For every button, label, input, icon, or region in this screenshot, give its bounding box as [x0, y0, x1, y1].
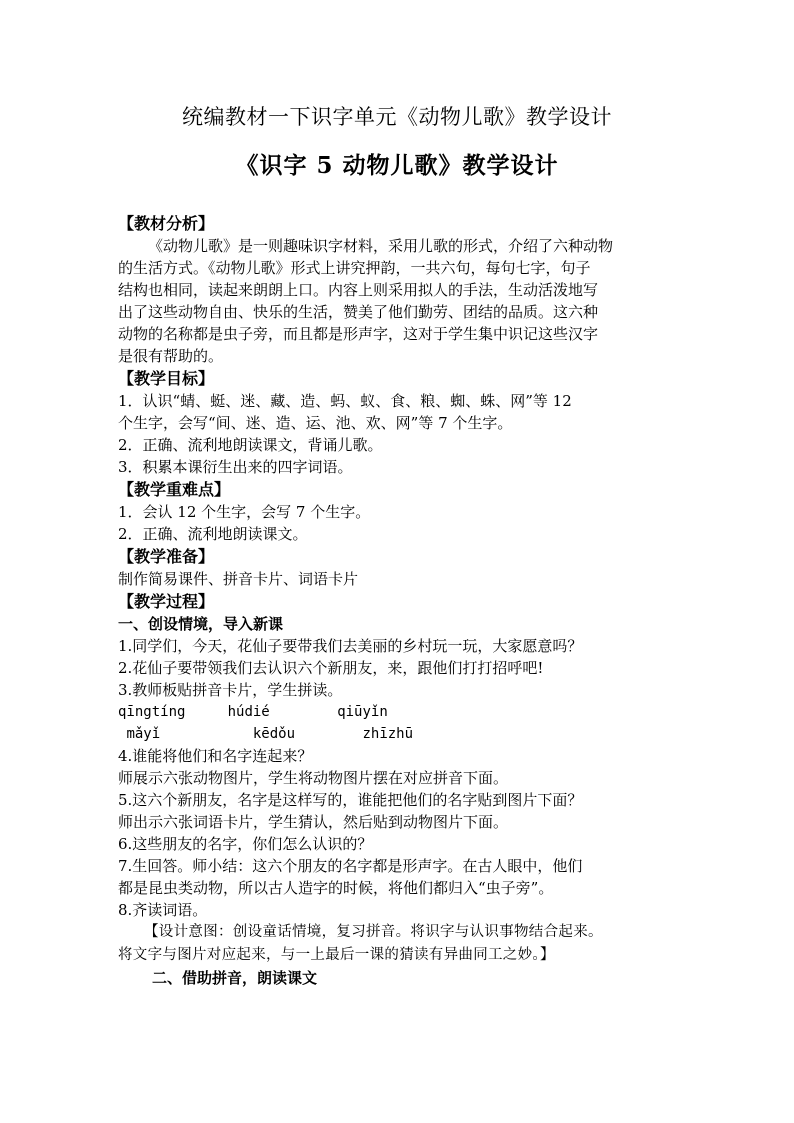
step-6: 6.这些朋友的名字，你们怎么认识的？ [118, 835, 373, 853]
pinyin-word: qiūyǐn [337, 704, 388, 720]
analysis-line: 是很有帮助的。 [118, 347, 224, 365]
key-point-2: 2．正确、流利地朗读课文。 [118, 525, 308, 543]
pinyin-word: húdié [227, 704, 270, 720]
step-8: 8.齐读词语。 [118, 901, 208, 919]
step-4: 4.谁能将他们和名字连起来？ [118, 747, 313, 765]
key-point-1: 1．会认 12 个生字，会写 7 个生字。 [118, 503, 371, 521]
goal-item-3: 3．积累本课衍生出来的四字词语。 [118, 458, 353, 476]
analysis-line: 动物的名称都是虫子旁，而且都是形声字，这对于学生集中识记这些汉字 [118, 325, 599, 343]
analysis-line: 出了这些动物自由、快乐的生活，赞美了他们勤劳、团结的品质。这六种 [118, 303, 599, 321]
goal-item-2: 2．正确、流利地朗读课文，背诵儿歌。 [118, 436, 383, 454]
step-7: 7.生回答。师小结：这六个朋友的名字都是形声字。在古人眼中，他们 [118, 857, 583, 875]
analysis-line: 《动物儿歌》是一则趣味识字材料，采用儿歌的形式，介绍了六种动物 [148, 237, 614, 255]
analysis-line: 结构也相同，读起来朗朗上口。内容上则采用拟人的手法，生动活泼地写 [118, 281, 599, 299]
document-body [118, 212, 693, 967]
pinyin-word: qīngtíng [118, 704, 186, 720]
lesson-title: 《识字 5 动物儿歌》教学设计 [235, 152, 559, 179]
step-2: 2.花仙子要带领我们去认识六个新朋友，来，跟他们打打招呼吧! [118, 659, 544, 677]
key-points-heading: 【教学重难点】 [118, 480, 231, 499]
preparation-heading: 【教学准备】 [118, 547, 215, 566]
pinyin-word: mǎyǐ [126, 726, 161, 742]
part2-title: 二、借助拼音，朗读课文 [152, 969, 318, 987]
step-4-note: 师展示六张动物图片，学生将动物图片摆在对应拼音下面。 [118, 769, 509, 787]
analysis-heading: 【教材分析】 [118, 214, 215, 233]
process-heading: 【教学过程】 [118, 592, 215, 611]
step-5-note: 师出示六张词语卡片，学生猜认，然后贴到动物图片下面。 [118, 813, 509, 831]
pinyin-word: kēdǒu [252, 726, 296, 742]
step-3: 3.教师板贴拼音卡片，学生拼读。 [118, 681, 343, 699]
pinyin-word: zhīzhū [362, 726, 414, 742]
preparation-text: 制作简易课件、拼音卡片、词语卡片 [118, 570, 359, 588]
part1-title: 一、创设情境，导入新课 [118, 615, 284, 633]
document-title: 统编教材一下识字单元《动物儿歌》教学设计 [182, 105, 612, 129]
analysis-line: 的生活方式。《动物儿歌》形式上讲究押韵，一共六句，每句七字，句子 [118, 259, 591, 277]
goal-item-1-cont: 个生字，会写“间、迷、造、运、池、欢、网”等 7 个生字。 [118, 414, 513, 432]
goal-item-1: 1．认识“蜻、蜓、迷、藏、造、蚂、蚁、食、粮、蜘、蛛、网”等 12 [118, 392, 572, 410]
pinyin-row-2 [118, 723, 693, 745]
goals-heading: 【教学目标】 [118, 369, 215, 388]
pinyin-row-1 [118, 701, 693, 723]
step-7-cont: 都是昆虫类动物，所以古人造字的时候，将他们都归入“虫子旁”。 [118, 879, 554, 897]
step-5: 5.这六个新朋友，名字是这样写的，谁能把他们的名字贴到图片下面？ [118, 791, 583, 809]
step-1: 1.同学们，今天，花仙子要带我们去美丽的乡村玩一玩，大家愿意吗？ [118, 637, 583, 655]
design-intent: 【设计意图：创设童话情境，复习拼音。将识字与认识事物结合起来。 [144, 924, 603, 940]
design-intent-cont: 将文字与图片对应起来，与一上最后一课的猜读有异曲同工之妙。】 [118, 947, 555, 963]
